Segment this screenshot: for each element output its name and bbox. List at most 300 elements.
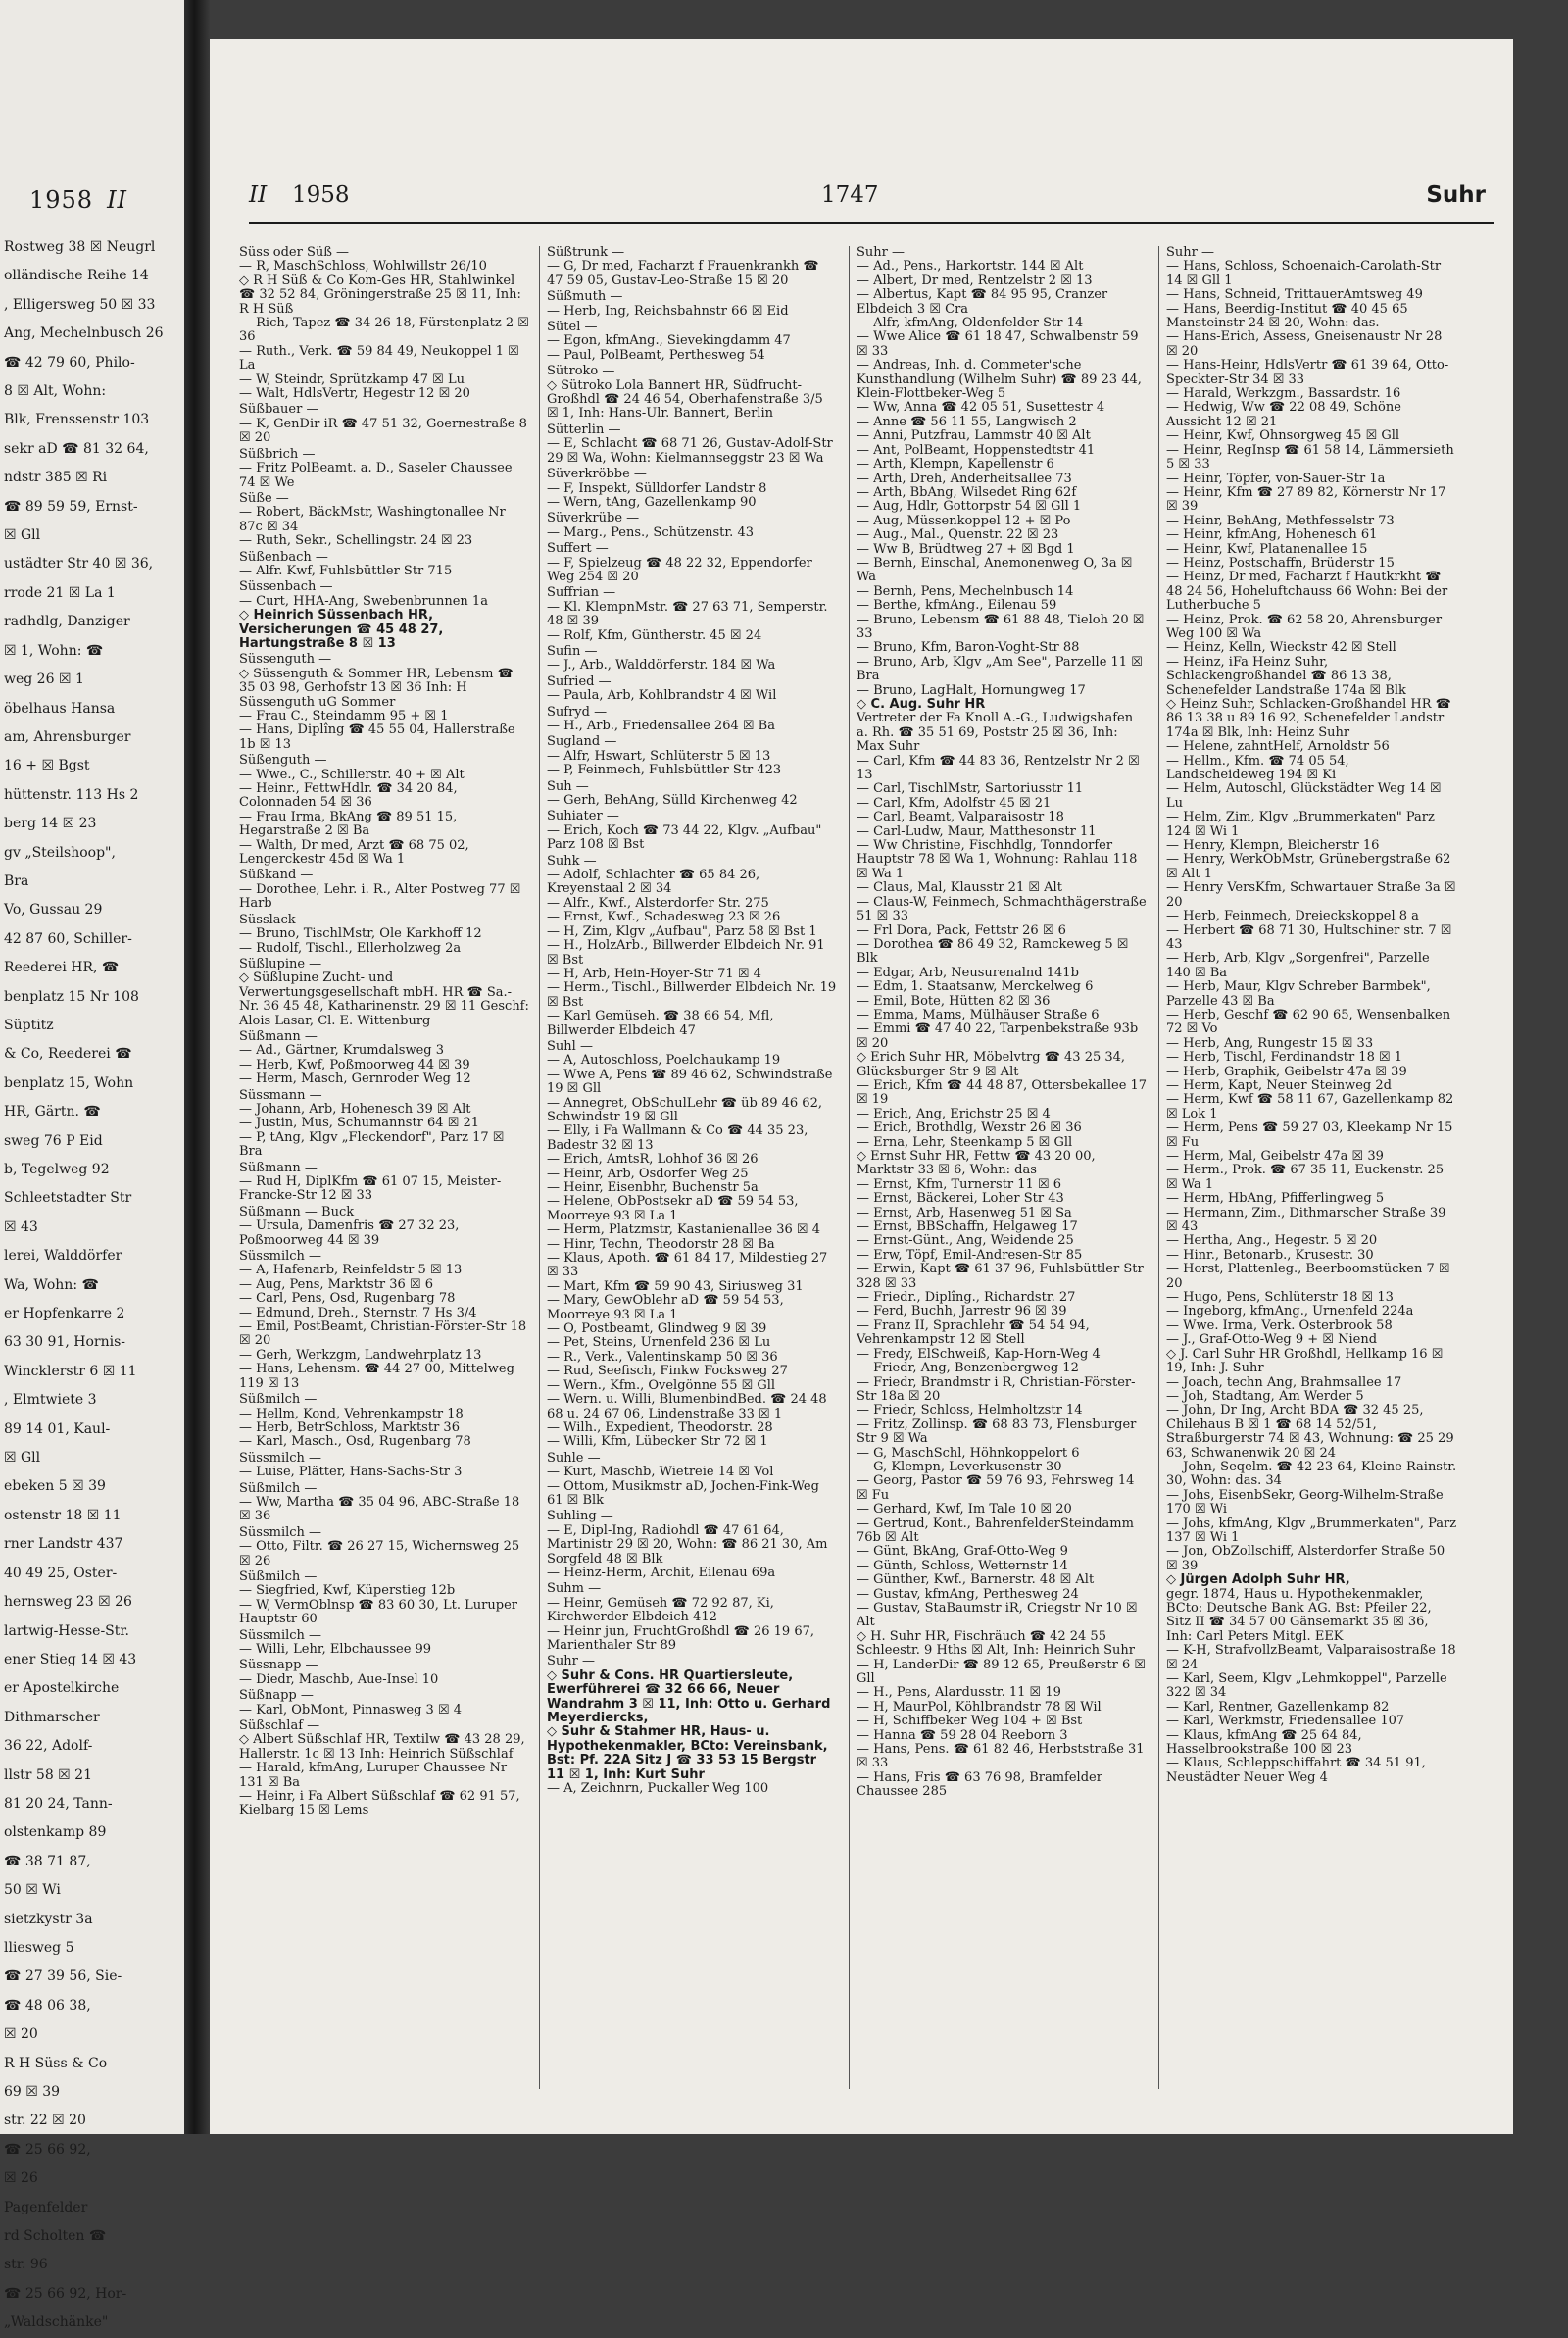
directory-entry: — Ww, Martha ☎ 35 04 96, ABC-Straße 18 ☒ 36 bbox=[239, 1494, 520, 1524]
directory-entry: — Erich, Koch ☎ 73 44 22, Klgv. „Aufbau" Parz 108 ☒ Bst bbox=[547, 822, 822, 853]
surname-heading: Süßnapp — bbox=[239, 1688, 314, 1704]
directory-entry: — Wwe Alice ☎ 61 18 47, Schwalbenstr 59 ☒ 33 bbox=[857, 329, 1139, 359]
directory-entry: — Joh, Stadtang, Am Werder 5 bbox=[1166, 1388, 1364, 1404]
surname-heading: Süverkröbbe — bbox=[547, 467, 647, 482]
directory-entry: — Ernst, Arb, Hasenweg 51 ☒ Sa bbox=[857, 1205, 1072, 1220]
directory-entry: — Frau C., Steindamm 95 + ☒ 1 bbox=[239, 709, 449, 723]
directory-entry: — Herb, Tischl, Ferdinandstr 18 ☒ 1 bbox=[1166, 1050, 1403, 1066]
directory-entry: — John, Dr Ing, Archt BDA ☎ 32 45 25, Chilehaus B ☒ 1 ☎ 68 14 52/51, Straßburgerstr 74 ☒ 43, Wohnung: ☎ 25 29 63, Schwanenwik 20 ☒ 24 bbox=[1166, 1403, 1454, 1461]
left-page-entries bbox=[4, 233, 186, 2338]
directory-entry: — Herb, Kwf, Poßmoorweg 44 ☒ 39 bbox=[239, 1057, 470, 1072]
page-year: 1958 bbox=[292, 182, 350, 208]
directory-entry: — Ursula, Damenfris ☎ 27 32 23, Poßmoorweg 44 ☒ 39 bbox=[239, 1219, 460, 1248]
surname-heading: Süßbrich — bbox=[239, 446, 316, 462]
directory-entry: — Karl, Masch., Osd, Rugenbarg 78 bbox=[239, 1434, 471, 1450]
directory-entry: — Joach, techn Ang, Brahmsallee 17 bbox=[1166, 1374, 1402, 1390]
left-page-line: er Hopfenkarre 2 bbox=[4, 1306, 125, 1322]
surname-heading: Süßenbach — bbox=[239, 549, 328, 565]
directory-entry: — Erna, Lehr, Steenkamp 5 ☒ Gll bbox=[857, 1134, 1073, 1150]
directory-entry: — Emma, Mams, Mülhäuser Straße 6 bbox=[857, 1007, 1100, 1022]
left-page-line: Reederei HR, ☎ bbox=[4, 960, 120, 976]
left-page-line: radhdlg, Danziger bbox=[4, 614, 130, 630]
directory-entry: — Ottom, Musikmstr aD, Jochen-Fink-Weg 61 ☒ Blk bbox=[547, 1478, 819, 1508]
directory-entry: — Heinr, BehAng, Methfesselstr 73 bbox=[1166, 513, 1395, 528]
directory-entry: — Wilh., Expedient, Theodorstr. 28 bbox=[547, 1419, 773, 1435]
directory-entry: — Erich, AmtsR, Lohhof 36 ☒ 26 bbox=[547, 1152, 759, 1168]
directory-entry: — Herb, Feinmech, Dreieckskoppel 8 a bbox=[1166, 909, 1419, 924]
left-page-line: 36 22, Adolf- bbox=[4, 1738, 93, 1755]
surname-heading: Süssenguth — bbox=[239, 652, 332, 668]
directory-entry: — Emmi ☎ 47 40 22, Tarpenbekstraße 93b ☒ 20 bbox=[857, 1021, 1139, 1051]
left-page-line: , Elligersweg 50 ☒ 33 bbox=[4, 296, 156, 313]
directory-entry: — Jon, ObZollschiff, Alsterdorfer Straße 50 ☒ 39 bbox=[1166, 1544, 1446, 1573]
directory-entry: — Anni, Putzfrau, Lammstr 40 ☒ Alt bbox=[857, 428, 1091, 444]
directory-entry: — Kl. KlempnMstr. ☎ 27 63 71, Semperstr. 48 ☒ 39 bbox=[547, 599, 828, 629]
directory-entry: — Albertus, Kapt ☎ 84 95 95, Cranzer Elbdeich 3 ☒ Cra bbox=[857, 287, 1108, 317]
left-page-line: 63 30 91, Hornis- bbox=[4, 1334, 125, 1351]
directory-entry: — Hinr., Betonarb., Krusestr. 30 bbox=[1166, 1247, 1374, 1263]
surname-heading: Süssnapp — bbox=[239, 1658, 318, 1673]
directory-entry: — Hellm, Kond, Vehrenkampstr 18 bbox=[239, 1406, 464, 1421]
left-page-line: b, Tegelweg 92 bbox=[4, 1162, 110, 1177]
directory-entry: — Walth, Dr med, Arzt ☎ 68 75 02, Lengerckestr 45d ☒ Wa 1 bbox=[239, 837, 469, 868]
page-number: 1747 bbox=[821, 182, 879, 208]
directory-entry: — W, Steindr, Sprützkamp 47 ☒ Lu bbox=[239, 372, 465, 387]
directory-column-3 bbox=[857, 246, 1148, 2128]
directory-entry: — Helene, ObPostsekr aD ☎ 59 54 53, Moorreye 93 ☒ La 1 bbox=[547, 1194, 799, 1223]
directory-entry: — Mart, Kfm ☎ 59 90 43, Siriusweg 31 bbox=[547, 1278, 804, 1294]
directory-entry: — Elly, i Fa Wallmann & Co ☎ 44 35 23, Badestr 32 ☒ 13 bbox=[547, 1123, 808, 1153]
directory-entry: — Ferd, Buchh, Jarrestr 96 ☒ 39 bbox=[857, 1304, 1067, 1319]
directory-entry: — Heinz, Kelln, Wieckstr 42 ☒ Stell bbox=[1166, 640, 1396, 656]
left-page-line: ☎ 38 71 87, bbox=[4, 1853, 91, 1869]
directory-entry: — Paula, Arb, Kohlbrandstr 4 ☒ Wil bbox=[547, 688, 777, 704]
directory-entry: — K-H, StrafvollzBeamt, Valparaisostraße 18 ☒ 24 bbox=[1166, 1643, 1456, 1672]
directory-entry: — Ernst, Kwf., Schadesweg 23 ☒ 26 bbox=[547, 910, 781, 925]
directory-column-4 bbox=[1166, 246, 1457, 2128]
directory-entry: — Heinr, Gemüseh ☎ 72 92 87, Ki, Kirchwerder Elbdeich 412 bbox=[547, 1595, 774, 1625]
directory-entry: — Hellm., Kfm. ☎ 74 05 54, Landscheideweg 194 ☒ Ki bbox=[1166, 753, 1349, 783]
directory-entry: — Gerh, BehAng, Sülld Kirchenweg 42 bbox=[547, 793, 798, 809]
directory-entry: — Frl Dora, Pack, Fettstr 26 ☒ 6 bbox=[857, 922, 1066, 938]
left-page-year: 1958 bbox=[29, 186, 94, 214]
directory-entry: — E, Schlacht ☎ 68 71 26, Gustav-Adolf-Str 29 ☒ Wa, Wohn: Kielmannseggstr 23 ☒ Wa bbox=[547, 436, 833, 466]
left-page-line: Rostweg 38 ☒ Neugrl bbox=[4, 239, 156, 255]
left-page-line: Wa, Wohn: ☎ bbox=[4, 1276, 99, 1293]
directory-entry: — Heinr, Kwf, Ohnsorgweg 45 ☒ Gll bbox=[1166, 428, 1400, 444]
directory-entry: — Wern, tAng, Gazellenkamp 90 bbox=[547, 494, 757, 510]
book-gutter bbox=[184, 0, 210, 2134]
directory-entry: — Hans-Heinr, HdlsVertr ☎ 61 39 64, Otto-Speckter-Str 34 ☒ 33 bbox=[1166, 358, 1449, 387]
directory-entry: — Klaus, Schleppschiffahrt ☎ 34 51 91, Neustädter Neuer Weg 4 bbox=[1166, 1756, 1426, 1785]
directory-entry: — Hans, Fris ☎ 63 76 98, Bramfelder Chaussee 285 bbox=[857, 1769, 1102, 1800]
left-page-line: hüttenstr. 113 Hs 2 bbox=[4, 786, 139, 803]
left-page-line: ☎ 27 39 56, Sie- bbox=[4, 1968, 122, 1985]
surname-heading: Sütroko — bbox=[547, 364, 615, 379]
directory-entry: — Hanna ☎ 59 28 04 Reeborn 3 bbox=[857, 1727, 1068, 1743]
surname-heading: Süßschlaf — bbox=[239, 1718, 320, 1734]
directory-entry: — Horst, Plattenleg., Beerboomstücken 7 ☒ 20 bbox=[1166, 1262, 1450, 1291]
surname-heading: Suhle — bbox=[547, 1450, 601, 1466]
directory-entry: ◇ Suhr & Cons. HR Quartiersleute, Ewerführerei ☎ 32 66 66, Neuer Wandrahm 3 ☒ 11, Inh: Otto u. Gerhard Meyerdiercks, bbox=[547, 1667, 831, 1726]
surname-heading: Süverkrübe — bbox=[547, 511, 640, 526]
directory-entry: — Aug, Hdlr, Gottorpstr 54 ☒ Gll 1 bbox=[857, 499, 1082, 515]
column-divider bbox=[849, 246, 850, 2089]
directory-entry: — Herm, Masch, Gernroder Weg 12 bbox=[239, 1071, 471, 1087]
surname-heading: Sufryd — bbox=[547, 704, 608, 720]
directory-entry: — Heinr, kfmAng, Hohenesch 61 bbox=[1166, 527, 1378, 543]
directory-entry: — H, Zim, Klgv „Aufbau", Parz 58 ☒ Bst 1 bbox=[547, 923, 817, 939]
directory-entry: — R, MaschSchloss, Wohlwillstr 26/10 bbox=[239, 259, 487, 274]
directory-entry: — Aug., Mal., Quenstr. 22 ☒ 23 bbox=[857, 527, 1059, 543]
directory-entry: — Erich, Brothdlg, Wexstr 26 ☒ 36 bbox=[857, 1120, 1082, 1136]
directory-entry: — K, GenDir iR ☎ 47 51 32, Goernestraße 8 ☒ 20 bbox=[239, 416, 527, 446]
directory-entry: — Heinr, Arb, Osdorfer Weg 25 bbox=[547, 1166, 749, 1181]
directory-entry: ◇ Jürgen Adolph Suhr HR, bbox=[1166, 1572, 1350, 1588]
surname-heading: Süßbauer — bbox=[239, 402, 319, 418]
left-page-line: R H Süss & Co bbox=[4, 2055, 108, 2071]
directory-entry: — G, MaschSchl, Höhnkoppelort 6 bbox=[857, 1445, 1080, 1461]
directory-entry: — Herm, Pens ☎ 59 27 03, Kleekamp Nr 15 ☒ Fu bbox=[1166, 1120, 1453, 1150]
directory-entry: — Friedr, Brandmstr i R, Christian-Förster-Str 18a ☒ 20 bbox=[857, 1374, 1136, 1404]
left-page-line: ☒ 43 bbox=[4, 1219, 38, 1235]
surname-heading: Suhr — bbox=[547, 1654, 595, 1669]
left-page-line: olstenkamp 89 bbox=[4, 1824, 107, 1841]
directory-entry: — Marg., Pens., Schützenstr. 43 bbox=[547, 524, 754, 540]
left-page-line: sekr aD ☎ 81 32 64, bbox=[4, 440, 149, 457]
directory-entry: — Edmund, Dreh., Sternstr. 7 Hs 3/4 bbox=[239, 1305, 477, 1320]
left-page-line: „Waldschänke" bbox=[4, 2314, 109, 2331]
directory-entry: — Ruth., Verk. ☎ 59 84 49, Neukoppel 1 ☒ La bbox=[239, 343, 519, 373]
left-page-line: ☎ 89 59 59, Ernst- bbox=[4, 498, 138, 515]
directory-entry: — Heinr jun, FruchtGroßhdl ☎ 26 19 67, Marienthaler Str 89 bbox=[547, 1623, 815, 1653]
directory-entry: — Heinr, Kfm ☎ 27 89 82, Körnerstr Nr 17 ☒ 39 bbox=[1166, 484, 1446, 515]
directory-entry: — Rolf, Kfm, Güntherstr. 45 ☒ 24 bbox=[547, 627, 762, 643]
directory-entry: — J., Graf-Otto-Weg 9 + ☒ Niend bbox=[1166, 1332, 1378, 1348]
directory-column-2 bbox=[547, 246, 838, 2128]
directory-entry: — Heinr, RegInsp ☎ 61 58 14, Lämmersieth 5 ☒ 33 bbox=[1166, 442, 1454, 473]
directory-entry: — Carl, Pens, Osd, Rugenbarg 78 bbox=[239, 1291, 456, 1307]
surname-heading: Süsslack — bbox=[239, 912, 313, 927]
left-page-line: ☒ Gll bbox=[4, 527, 41, 544]
directory-entry: — A, Autoschloss, Poelchaukamp 19 bbox=[547, 1053, 781, 1069]
directory-entry: Süss oder Süß — bbox=[239, 245, 350, 260]
directory-entry: — Paul, PolBeamt, Perthesweg 54 bbox=[547, 347, 765, 363]
directory-entry: — J., Arb., Walddörferstr. 184 ☒ Wa bbox=[547, 658, 776, 673]
directory-entry: — Fritz PolBeamt. a. D., Saseler Chaussee 74 ☒ We bbox=[239, 461, 513, 490]
directory-entry: — W, VermOblnsp ☎ 83 60 30, Lt. Luruper Hauptstr 60 bbox=[239, 1597, 517, 1627]
directory-entry: ◇ Suhr & Stahmer HR, Haus- u. Hypothekenmakler, BCto: Vereinsbank, Bst: Pf. 22A Sitz J ☎ 33 53 15 Bergstr 11 ☒ 1, Inh: Kurt Suhr bbox=[547, 1724, 828, 1782]
directory-entry: — Rud H, DiplKfm ☎ 61 07 15, Meister-Francke-Str 12 ☒ 33 bbox=[239, 1174, 502, 1204]
left-page-line: gv „Steilshoop", bbox=[4, 844, 116, 861]
left-page-line: Blk, Frenssenstr 103 bbox=[4, 412, 150, 428]
surname-heading: Süssmilch — bbox=[239, 1450, 322, 1466]
directory-entry: ◇ Erich Suhr HR, Möbelvtrg ☎ 43 25 34, Glücksburger Str 9 ☒ Alt bbox=[857, 1050, 1126, 1079]
directory-entry: — H., Pens, Alardusstr. 11 ☒ 19 bbox=[857, 1685, 1061, 1701]
surname-heading: Süßmilch — bbox=[239, 1568, 318, 1584]
directory-entry: — Bruno, LagHalt, Hornungweg 17 bbox=[857, 682, 1086, 698]
directory-entry: — Siegfried, Kwf, Küperstieg 12b bbox=[239, 1583, 456, 1599]
directory-entry: — Hinr, Techn, Theodorstr 28 ☒ Ba bbox=[547, 1236, 775, 1252]
surname-heading: Süßmann — Buck bbox=[239, 1204, 355, 1219]
directory-entry: — O, Postbeamt, Glindweg 9 ☒ 39 bbox=[547, 1321, 767, 1337]
directory-entry: — A, Zeichnrn, Puckaller Weg 100 bbox=[547, 1781, 769, 1797]
directory-entry: — Herb, Ing, Reichsbahnstr 66 ☒ Eid bbox=[547, 303, 789, 319]
directory-entry: — Hedwig, Ww ☎ 22 08 49, Schöne Aussicht 12 ☒ 21 bbox=[1166, 400, 1401, 429]
directory-entry: — Friedr., Diplîng., Richardstr. 27 bbox=[857, 1290, 1076, 1306]
directory-entry: — Herb, Geschf ☎ 62 90 65, Wensenbalken 72 ☒ Vo bbox=[1166, 1007, 1451, 1037]
surname-heading: Sugland — bbox=[547, 734, 617, 750]
surname-heading: Sufried — bbox=[547, 673, 612, 689]
left-page-line: 42 87 60, Schiller- bbox=[4, 930, 132, 947]
surname-heading: Süße — bbox=[239, 490, 289, 506]
directory-entry: — Hans, Schneid, TrittauerAmtsweg 49 bbox=[1166, 287, 1423, 303]
left-facing-page bbox=[0, 0, 184, 2331]
directory-entry: — Wwe., C., Schillerstr. 40 + ☒ Alt bbox=[239, 767, 465, 782]
surname-heading: Suhm — bbox=[547, 1581, 602, 1597]
directory-entry: — Ad., Pens., Harkortstr. 144 ☒ Alt bbox=[857, 259, 1084, 274]
surname-heading: Süßmuth — bbox=[547, 289, 623, 305]
surname-heading: Suhiater — bbox=[547, 809, 619, 824]
directory-entry: — Rich, Tapez ☎ 34 26 18, Fürstenplatz 2 ☒ 36 bbox=[239, 316, 529, 345]
directory-entry: — Alfr, Hswart, Schlüterstr 5 ☒ 13 bbox=[547, 748, 771, 764]
directory-entry: — Heinz, iFa Heinz Suhr, Schlackengroßhandel ☎ 86 13 38, Schenefelder Landstraße 174a ☒ Blk bbox=[1166, 654, 1406, 698]
surname-heading: Süßmilch — bbox=[239, 1480, 318, 1496]
surname-heading: Süssmilch — bbox=[239, 1627, 322, 1643]
directory-entry: — Fritz, Zollinsp. ☎ 68 83 73, Flensburger Str 9 ☒ Wa bbox=[857, 1417, 1137, 1447]
directory-entry: Suhr — bbox=[1166, 245, 1214, 260]
directory-entry: — Alfr. Kwf, Fuhlsbüttler Str 715 bbox=[239, 563, 453, 578]
left-page-line: öbelhaus Hansa bbox=[4, 700, 116, 717]
directory-entry: — Herm, HbAng, Pfifferlingweg 5 bbox=[1166, 1191, 1385, 1207]
directory-entry: — Karl, Seem, Klgv „Lehmkoppel", Parzelle 322 ☒ 34 bbox=[1166, 1671, 1447, 1701]
directory-entry: — P, tAng, Klgv „Fleckendorf", Parz 17 ☒ Bra bbox=[239, 1129, 505, 1160]
directory-entry: — Herm., Tischl., Billwerder Elbdeich Nr. 19 ☒ Bst bbox=[547, 980, 837, 1010]
left-page-line: ndstr 385 ☒ Ri bbox=[4, 470, 108, 486]
directory-entry: — Hans, Lehensm. ☎ 44 27 00, Mittelweg 119 ☒ 13 bbox=[239, 1362, 514, 1391]
directory-page bbox=[210, 39, 1513, 2134]
left-page-line: 81 20 24, Tann- bbox=[4, 1795, 113, 1812]
left-page-line: & Co, Reederei ☎ bbox=[4, 1046, 132, 1063]
directory-entry: — Günth, Schloss, Wetternstr 14 bbox=[857, 1558, 1068, 1573]
directory-entry: — Mary, GewOblehr aD ☎ 59 54 53, Moorreye 93 ☒ La 1 bbox=[547, 1293, 784, 1322]
directory-entry: — Hans, Diplîng ☎ 45 55 04, Hallerstraße 1b ☒ 13 bbox=[239, 722, 515, 752]
directory-entry: — E, Dipl-Ing, Radiohdl ☎ 47 61 64, Martinistr 29 ☒ 20, Wohn: ☎ 86 21 30, Am Sorgfeld 48 ☒ Blk bbox=[547, 1522, 828, 1567]
directory-entry: — Johann, Arb, Hohenesch 39 ☒ Alt bbox=[239, 1101, 471, 1117]
directory-entry: — Arth, Dreh, Anderheitsallee 73 bbox=[857, 471, 1072, 486]
left-page-line: Wincklerstr 6 ☒ 11 bbox=[4, 1363, 137, 1379]
directory-entry: — Hugo, Pens, Schlüterstr 18 ☒ 13 bbox=[1166, 1290, 1394, 1306]
directory-entry: — Friedr, Schloss, Helmholtzstr 14 bbox=[857, 1403, 1083, 1418]
left-page-line: weg 26 ☒ 1 bbox=[4, 672, 84, 688]
directory-entry: — Henry, Klempn, Bleicherstr 16 bbox=[1166, 838, 1380, 854]
directory-entry: — Emil, PostBeamt, Christian-Förster-Str 18 ☒ 20 bbox=[239, 1319, 527, 1349]
directory-entry: — Günther, Kwf., Barnerstr. 48 ☒ Alt bbox=[857, 1572, 1095, 1588]
directory-entry: — Harald, kfmAng, Luruper Chaussee Nr 131 ☒ Ba bbox=[239, 1761, 508, 1790]
directory-entry: — Erich, Kfm ☎ 44 48 87, Ottersbekallee 17 ☒ 19 bbox=[857, 1077, 1148, 1108]
directory-entry: — Helm, Autoschl, Glückstädter Weg 14 ☒ Lu bbox=[1166, 781, 1442, 811]
directory-entry: — Herb, Ang, Rungestr 15 ☒ 33 bbox=[1166, 1035, 1374, 1051]
surname-heading: Süssmilch — bbox=[239, 1249, 322, 1265]
directory-entry: — P, Feinmech, Fuhlsbüttler Str 423 bbox=[547, 763, 782, 778]
directory-entry: — Kurt, Maschb, Wietreie 14 ☒ Vol bbox=[547, 1465, 774, 1480]
directory-entry: — Rud, Seefisch, Finkw Focksweg 27 bbox=[547, 1364, 788, 1379]
directory-entry: — Berthe, kfmAng., Eilenau 59 bbox=[857, 598, 1057, 614]
directory-entry: — Ad., Gärtner, Krumdalsweg 3 bbox=[239, 1043, 445, 1059]
left-page-line: rner Landstr 437 bbox=[4, 1536, 123, 1553]
column-divider bbox=[539, 246, 540, 2089]
left-page-line: benplatz 15, Wohn bbox=[4, 1074, 134, 1091]
directory-entry: — Herb, Graphik, Geibelstr 47a ☒ 39 bbox=[1166, 1064, 1407, 1079]
left-page-line: lartwig-Hesse-Str. bbox=[4, 1622, 129, 1639]
directory-entry: ◇ Süßlupine Zucht- und Verwertungsgesellschaft mbH. HR ☎ Sa.-Nr. 36 45 48, Katharinenstr. 29 ☒ 11 Geschf: Alois Lasar, Cl. E. Wittenburg bbox=[239, 970, 529, 1028]
directory-entry: — Egon, kfmAng., Sievekingdamm 47 bbox=[547, 333, 791, 349]
left-page-line: ☎ 25 66 92, bbox=[4, 2141, 91, 2158]
directory-entry: — Wwe A, Pens ☎ 89 46 62, Schwindstraße 19 ☒ Gll bbox=[547, 1067, 833, 1097]
directory-entry: — Edgar, Arb, Neusurenalnd 141b bbox=[857, 965, 1079, 980]
directory-entry: — Bruno, Arb, Klgv „Am See", Parzelle 11 ☒ Bra bbox=[857, 654, 1143, 684]
surname-heading: Süßenguth — bbox=[239, 753, 327, 769]
directory-entry: — Johs, EisenbSekr, Georg-Wilhelm-Straße 170 ☒ Wi bbox=[1166, 1487, 1444, 1517]
directory-entry: ◇ Albert Süßschlaf HR, Textilw ☎ 43 28 29, Hallerstr. 1c ☒ 13 Inh: Heinrich Süßschlaf bbox=[239, 1732, 525, 1762]
directory-entry: — Gerhard, Kwf, Im Tale 10 ☒ 20 bbox=[857, 1502, 1072, 1517]
directory-entry: — Carl, Kfm, Adolfstr 45 ☒ 21 bbox=[857, 795, 1052, 811]
directory-entry: — Carl, Beamt, Valparaisostr 18 bbox=[857, 810, 1064, 825]
directory-entry: — Herb, BetrSchloss, Marktstr 36 bbox=[239, 1419, 460, 1435]
directory-entry: — Erw, Töpf, Emil-Andresen-Str 85 bbox=[857, 1247, 1083, 1263]
directory-entry: — Rudolf, Tischl., Ellerholzweg 2a bbox=[239, 940, 462, 956]
directory-entry: — Ant, PolBeamt, Hoppenstedtstr 41 bbox=[857, 442, 1096, 458]
directory-entry: ◇ H. Suhr HR, Fischräuch ☎ 42 24 55 Schleestr. 9 Hths ☒ Alt, Inh: Heinrich Suhr bbox=[857, 1628, 1135, 1659]
directory-entry: — H, LanderDir ☎ 89 12 65, Preußerstr 6 ☒ Gll bbox=[857, 1657, 1147, 1687]
directory-entry: — Wern., Kfm., Ovelgönne 55 ☒ Gll bbox=[547, 1377, 776, 1393]
directory-entry: — Gustav, kfmAng, Perthesweg 24 bbox=[857, 1586, 1079, 1602]
left-page-line: ☒ 1, Wohn: ☎ bbox=[4, 642, 104, 659]
directory-entry: — Herb, Maur, Klgv Schreber Barmbek", Parzelle 43 ☒ Ba bbox=[1166, 979, 1431, 1009]
left-page-line: ustädter Str 40 ☒ 36, bbox=[4, 556, 154, 572]
left-page-line: 40 49 25, Oster- bbox=[4, 1565, 118, 1581]
left-page-line: 8 ☒ Alt, Wohn: bbox=[4, 383, 107, 400]
directory-entry: — Wern. u. Willi, BlumenbindBed. ☎ 24 48 68 u. 24 67 06, Lindenstraße 33 ☒ 1 bbox=[547, 1392, 827, 1421]
directory-entry: Suhr — bbox=[857, 245, 905, 260]
left-page-line: ☒ Gll bbox=[4, 1450, 41, 1467]
surname-heading: Süssenbach — bbox=[239, 579, 333, 595]
directory-entry: — Karl, Werkmstr, Friedensallee 107 bbox=[1166, 1714, 1405, 1729]
directory-entry: — Emil, Bote, Hütten 82 ☒ 36 bbox=[857, 993, 1051, 1009]
left-page-line: lerei, Walddörfer bbox=[4, 1248, 122, 1265]
directory-entry: — Heinz, Dr med, Facharzt f Hautkrkht ☎ 48 24 56, Hoheluftchauss 66 Wohn: Bei der Lutherbuche 5 bbox=[1166, 570, 1448, 614]
left-page-line: rd Scholten ☎ bbox=[4, 2228, 107, 2245]
directory-entry: — Carl-Ludw, Maur, Matthesonstr 11 bbox=[857, 823, 1097, 839]
left-page-line: olländische Reihe 14 bbox=[4, 268, 149, 284]
directory-entry: — Heinr, i Fa Albert Süßschlaf ☎ 62 91 57, Kielbarg 15 ☒ Lems bbox=[239, 1789, 520, 1818]
directory-entry: — Karl Gemüseh. ☎ 38 66 54, Mfl, Billwerder Elbdeich 47 bbox=[547, 1009, 774, 1038]
surname-heading: Süssmann — bbox=[239, 1087, 322, 1103]
directory-entry: — H, Schiffbeker Weg 104 + ☒ Bst bbox=[857, 1714, 1083, 1729]
directory-entry: — Frau Irma, BkAng ☎ 89 51 15, Hegarstraße 2 ☒ Ba bbox=[239, 809, 458, 839]
directory-entry: — Otto, Filtr. ☎ 26 27 15, Wichernsweg 25 ☒ 26 bbox=[239, 1539, 520, 1568]
left-page-line: ☎ 42 79 60, Philo- bbox=[4, 354, 135, 371]
directory-entry: — Klaus, Apoth. ☎ 61 84 17, Mildestieg 27 ☒ 33 bbox=[547, 1251, 828, 1280]
left-page-line: ☒ 26 bbox=[4, 2170, 38, 2187]
directory-entry: — Heinz, Prok. ☎ 62 58 20, Ahrensburger Weg 100 ☒ Wa bbox=[1166, 612, 1443, 641]
directory-entry: — H., Arb., Friedensallee 264 ☒ Ba bbox=[547, 719, 775, 733]
surname-heading: Sufin — bbox=[547, 643, 598, 659]
directory-entry: — Ernst, BBSchaffn, Helgaweg 17 bbox=[857, 1219, 1078, 1235]
directory-entry: — Helene, zahntHelf, Arnoldstr 56 bbox=[1166, 739, 1390, 755]
directory-column-1 bbox=[239, 246, 530, 2128]
left-page-line: str. 22 ☒ 20 bbox=[4, 2113, 86, 2129]
directory-entry: — Henry, WerkObMstr, Grünebergstraße 62 ☒ Alt 1 bbox=[1166, 852, 1451, 881]
directory-entry: — Carl, TischlMstr, Sartoriusstr 11 bbox=[857, 781, 1084, 797]
directory-entry: — Ww, Anna ☎ 42 05 51, Susettestr 4 bbox=[857, 400, 1105, 416]
left-page-line: Bra bbox=[4, 872, 29, 889]
directory-entry: — H, MaurPol, Köhlbrandstr 78 ☒ Wil bbox=[857, 1699, 1102, 1715]
directory-entry: — Bruno, Kfm, Baron-Voght-Str 88 bbox=[857, 640, 1080, 656]
directory-entry: — Georg, Pastor ☎ 59 76 93, Fehrsweg 14 ☒ Fu bbox=[857, 1473, 1135, 1503]
surname-heading: Süßmann — bbox=[239, 1028, 318, 1044]
directory-entry: ◇ Ernst Suhr HR, Fettw ☎ 43 20 00, Marktstr 33 ☒ 6, Wohn: das bbox=[857, 1149, 1096, 1178]
surname-heading: Süßmann — bbox=[239, 1160, 318, 1175]
left-page-header bbox=[29, 186, 127, 214]
directory-entry: — Hans, Beerdig-Institut ☎ 40 45 65 Mansteinstr 24 ☒ 20, Wohn: das. bbox=[1166, 301, 1408, 331]
directory-entry: — Erwin, Kapt ☎ 61 37 96, Fuhlsbüttler Str 328 ☒ 33 bbox=[857, 1262, 1144, 1291]
directory-entry: — Claus, Mal, Klausstr 21 ☒ Alt bbox=[857, 880, 1062, 896]
directory-entry: ◇ R H Süß & Co Kom-Ges HR, Stahlwinkel ☎ 32 52 84, Gröningerstraße 25 ☒ 11, Inh: R H Süß bbox=[239, 273, 521, 317]
left-page-line: benplatz 15 Nr 108 bbox=[4, 988, 139, 1005]
directory-entry: — Herm, Kwf ☎ 58 11 67, Gazellenkamp 82 ☒ Lok 1 bbox=[1166, 1092, 1454, 1121]
left-page-line: llstr 58 ☒ 21 bbox=[4, 1766, 92, 1783]
directory-entry: — Willi, Kfm, Lübecker Str 72 ☒ 1 bbox=[547, 1434, 768, 1450]
directory-entry: — Ernst-Günt., Ang, Weidende 25 bbox=[857, 1233, 1074, 1249]
directory-entry: — Heinz, Postschaffn, Brüderstr 15 bbox=[1166, 555, 1395, 571]
directory-entry: — Karl, Rentner, Gazellenkamp 82 bbox=[1166, 1699, 1390, 1715]
left-page-line: sietzkystr 3a bbox=[4, 1911, 93, 1927]
left-page-line: ☎ 48 06 38, bbox=[4, 1997, 91, 2014]
directory-entry: — Herm, Mal, Geibelstr 47a ☒ 39 bbox=[1166, 1149, 1384, 1164]
directory-entry: — H, Arb, Hein-Hoyer-Str 71 ☒ 4 bbox=[547, 966, 761, 981]
directory-entry: — Andreas, Inh. d. Commeter'sche Kunsthandlung (Wilhelm Suhr) ☎ 89 23 44, Klein-Flottbeker-Weg 5 bbox=[857, 358, 1142, 402]
surname-heading: Suffert — bbox=[547, 541, 609, 557]
directory-entry: — Bernh, Einschal, Anemonenweg O, 3a ☒ Wa bbox=[857, 555, 1133, 585]
directory-entry: ◇ Sütroko Lola Bannert HR, Südfrucht-Großhdl ☎ 24 46 54, Oberhafenstraße 3/5 ☒ 1, Inh: Hans-Ulr. Bannert, Berlin bbox=[547, 377, 823, 422]
directory-entry: — Bernh, Pens, Mechelnbusch 14 bbox=[857, 583, 1074, 599]
directory-entry: — Curt, HHA-Ang, Swebenbrunnen 1a bbox=[239, 593, 488, 609]
directory-entry: — Robert, BäckMstr, Washingtonallee Nr 87c ☒ 34 bbox=[239, 505, 506, 534]
left-page-volume: II bbox=[107, 186, 128, 214]
left-page-line: Ang, Mechelnbusch 26 bbox=[4, 325, 164, 342]
directory-entry: — Harald, Werkzgm., Bassardstr. 16 bbox=[1166, 386, 1401, 402]
directory-entry: Vertreter der Fa Knoll A.-G., Ludwigshafen a. Rh. ☎ 35 51 69, Poststr 25 ☒ 36, Inh: Max Suhr bbox=[857, 711, 1134, 755]
directory-entry: — Ingeborg, kfmAng., Urnenfeld 224a bbox=[1166, 1304, 1414, 1319]
directory-entry: — Alfr., Kwf., Alsterdorfer Str. 275 bbox=[547, 895, 769, 911]
directory-entry: — Ernst, Kfm, Turnerstr 11 ☒ 6 bbox=[857, 1176, 1061, 1192]
surname-heading: Süssmilch — bbox=[239, 1524, 322, 1540]
directory-entry: — Fredy, ElSchweiß, Kap-Horn-Weg 4 bbox=[857, 1346, 1101, 1362]
directory-entry: — Hertha, Ang., Hegestr. 5 ☒ 20 bbox=[1166, 1233, 1378, 1249]
directory-entry: ◇ Heinrich Süssenbach HR, Versicherungen ☎ 45 48 27, Hartungstraße 8 ☒ 13 bbox=[239, 608, 444, 651]
directory-entry: ◇ Süssenguth & Sommer HR, Lebensm ☎ 35 03 98, Gerhofstr 13 ☒ 36 Inh: H Süssenguth uG Sommer bbox=[239, 666, 514, 710]
directory-entry: — Carl, Kfm ☎ 44 83 36, Rentzelstr Nr 2 ☒ 13 bbox=[857, 753, 1140, 783]
directory-entry: Süßtrunk — bbox=[547, 245, 625, 260]
directory-entry: — F, Spielzeug ☎ 48 22 32, Eppendorfer Weg 254 ☒ 20 bbox=[547, 555, 812, 584]
directory-entry: — Ww B, Brüdtweg 27 + ☒ Bgd 1 bbox=[857, 541, 1075, 557]
left-page-line: HR, Gärtn. ☎ bbox=[4, 1104, 101, 1120]
directory-entry: — Hermann, Zim., Dithmarscher Straße 39 ☒ 43 bbox=[1166, 1205, 1446, 1235]
left-page-line: sweg 76 P Eid bbox=[4, 1132, 103, 1149]
directory-entry: — Johs, kfmAng, Klgv „Brummerkaten", Parz 137 ☒ Wi 1 bbox=[1166, 1516, 1457, 1545]
directory-entry: — Ruth, Sekr., Schellingstr. 24 ☒ 23 bbox=[239, 533, 473, 549]
